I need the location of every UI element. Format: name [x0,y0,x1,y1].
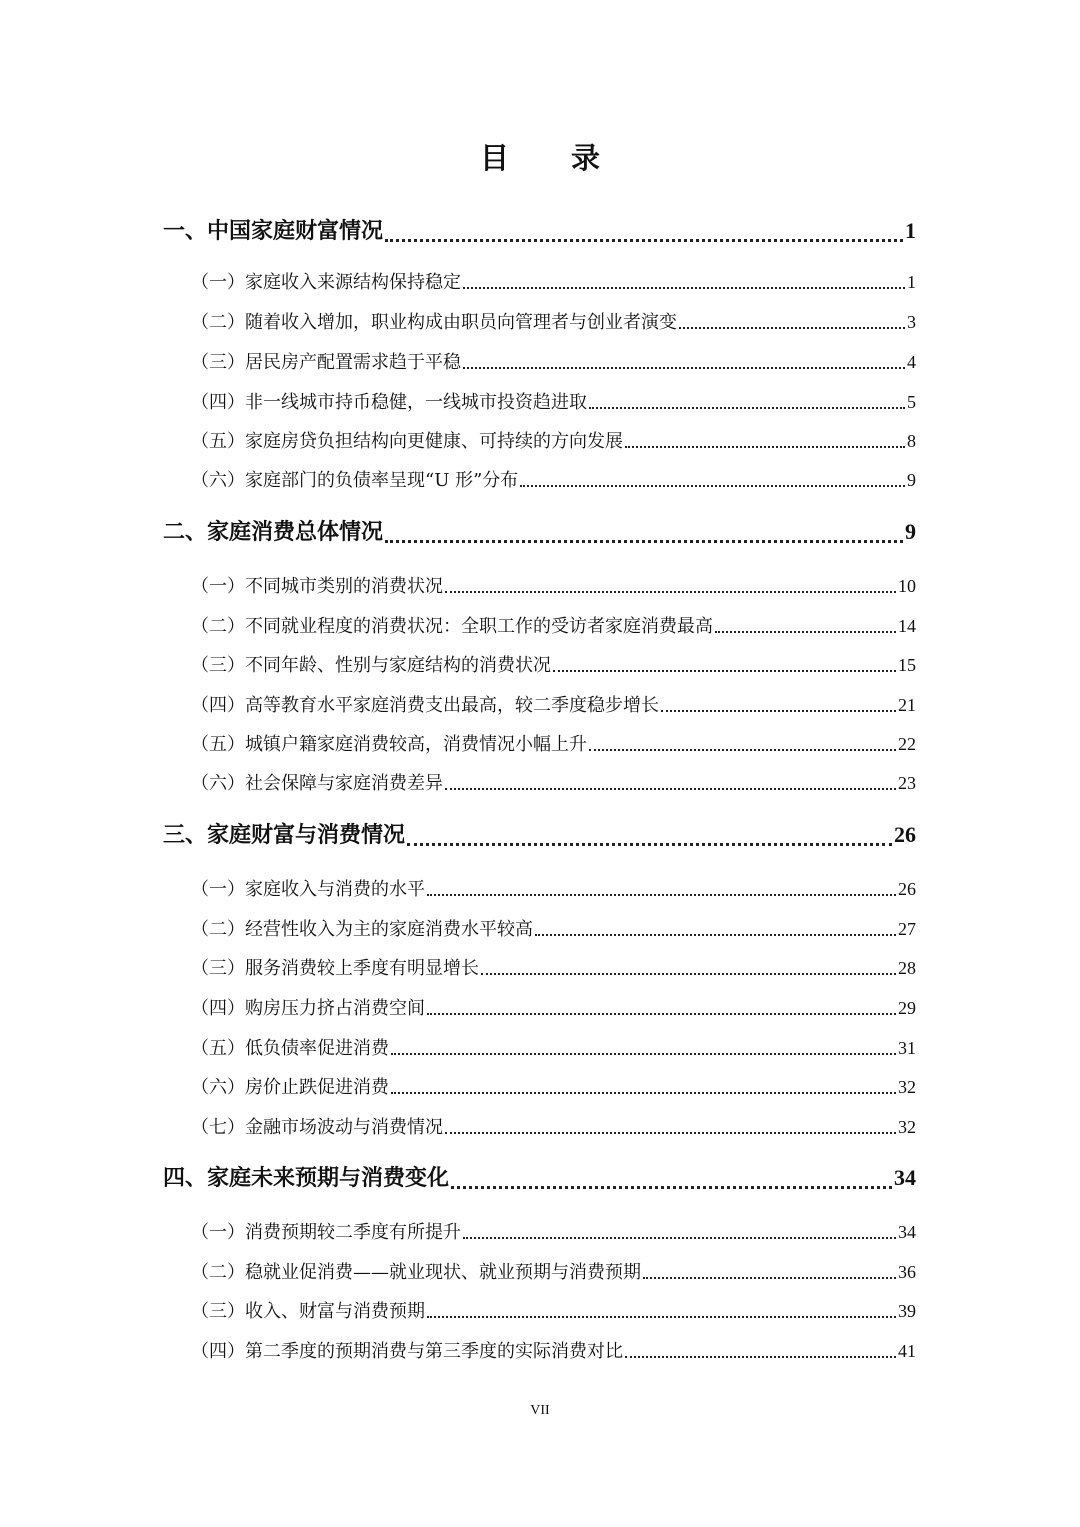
toc-page-number: 36 [898,1262,916,1282]
toc-section-title: 一、中国家庭财富情况 [163,218,384,244]
toc-item-title: （二）经营性收入为主的家庭消费水平较高 [191,919,533,940]
dot-leader [445,1132,896,1134]
page-number: VII [530,1403,550,1418]
toc-page-number: 34 [898,1222,916,1242]
toc-section-entry[interactable] [163,515,916,549]
toc-page-number: 10 [898,576,916,596]
toc-page-number: 1 [907,272,916,292]
toc-item-title: （五）家庭房贷负担结构向更健康、可持续的方向发展 [191,431,623,452]
toc-item-entry[interactable] [191,268,916,294]
toc-item-entry[interactable] [191,875,916,901]
dot-leader [427,894,896,896]
dot-leader [391,1053,896,1055]
toc-section-entry[interactable] [163,818,916,852]
toc-page-number: 14 [898,616,916,636]
toc-section-title: 二、家庭消费总体情况 [163,519,384,545]
toc-item-entry[interactable] [191,388,916,414]
toc-item-entry[interactable] [191,308,916,334]
toc-item-entry[interactable] [191,1073,916,1099]
toc-item-entry[interactable] [191,769,916,795]
toc-page-number: 27 [898,919,916,939]
toc-item-entry[interactable] [191,612,916,638]
toc-page-number: 4 [907,352,916,372]
toc-page-number: 31 [898,1038,916,1058]
toc-item-title: （五）城镇户籍家庭消费较高，消费情况小幅上升 [191,734,587,755]
toc-item-title: （一）家庭收入来源结构保持稳定 [191,272,461,293]
dot-leader [715,631,896,633]
dot-leader [625,446,905,448]
dot-leader [463,367,905,369]
toc-section-entry[interactable] [163,1161,916,1195]
toc-page-number: 34 [894,1165,916,1190]
toc-item-title: （一）家庭收入与消费的水平 [191,879,425,900]
toc-item-title: （六）家庭部门的负债率呈现“U 形”分布 [191,470,519,491]
toc-item-title: （三）服务消费较上季度有明显增长 [191,958,479,979]
dot-leader [385,540,903,543]
toc-item-title: （二）随着收入增加，职业构成由职员向管理者与创业者演变 [191,312,677,333]
toc-page-number: 29 [898,998,916,1018]
toc-page-number: 9 [905,519,916,544]
toc-item-title: （三）收入、财富与消费预期 [191,1301,425,1322]
dot-leader [520,485,905,487]
dot-leader [463,287,905,289]
toc-item-title: （一）消费预期较二季度有所提升 [191,1222,461,1243]
toc-section-title: 三、家庭财富与消费情况 [163,822,406,848]
toc-item-title: （二）稳就业促消费——就业现状、就业预期与消费预期 [191,1262,641,1283]
toc-page-number: 28 [898,958,916,978]
toc-item-entry[interactable] [191,651,916,677]
dot-leader [589,407,905,409]
dot-leader [427,1316,896,1318]
dot-leader [589,749,896,751]
dot-leader [385,239,903,242]
toc-page-number: 15 [898,655,916,675]
dot-leader [451,1186,892,1189]
dot-leader [679,327,905,329]
toc-section-title: 四、家庭未来预期与消费变化 [163,1165,450,1191]
toc-item-title: （四）高等教育水平家庭消费支出最高，较二季度稳步增长 [191,695,659,716]
toc-item-entry[interactable] [191,691,916,717]
toc-page-number: 22 [898,734,916,754]
dot-leader [481,973,896,975]
dot-leader [643,1277,896,1279]
toc-item-entry[interactable] [191,348,916,374]
dot-leader [391,1092,896,1094]
toc-item-title: （三）不同年龄、性别与家庭结构的消费状况 [191,655,551,676]
dot-leader [661,710,896,712]
toc-item-entry[interactable] [191,954,916,980]
toc-page-number: 3 [907,312,916,332]
toc-page-number: 26 [894,822,916,847]
toc-item-title: （一）不同城市类别的消费状况 [191,576,443,597]
toc-page-number: 21 [898,695,916,715]
toc-item-entry[interactable] [191,1113,916,1139]
toc-page-number: 5 [907,392,916,412]
toc-page-number: 32 [898,1117,916,1137]
toc-page-number: 39 [898,1301,916,1321]
toc-item-entry[interactable] [191,1034,916,1060]
toc-item-entry[interactable] [191,1258,916,1284]
toc-page-number: 41 [898,1341,916,1361]
toc-item-title: （五）低负债率促进消费 [191,1038,389,1059]
dot-leader [445,591,896,593]
page-title: 目 录 [479,141,627,175]
toc-item-title: （二）不同就业程度的消费状况：全职工作的受访者家庭消费最高 [191,616,713,637]
toc-page-number: 23 [898,773,916,793]
toc-item-entry[interactable] [191,466,916,492]
toc-item-title: （六）社会保障与家庭消费差异 [191,773,443,794]
toc-item-title: （四）购房压力挤占消费空间 [191,998,425,1019]
dot-leader [535,934,896,936]
toc-page-number: 26 [898,879,916,899]
toc-item-entry[interactable] [191,994,916,1020]
toc-page-number: 9 [907,470,916,490]
toc-item-entry[interactable] [191,572,916,598]
dot-leader [553,670,896,672]
toc-page-number: 1 [905,218,916,243]
dot-leader [463,1237,896,1239]
toc-item-entry[interactable] [191,730,916,756]
toc-item-entry[interactable] [191,1297,916,1323]
toc-item-title: （四）第二季度的预期消费与第三季度的实际消费对比 [191,1341,623,1362]
toc-item-title: （三）居民房产配置需求趋于平稳 [191,352,461,373]
toc-page-number: 8 [907,431,916,451]
toc-item-title: （六）房价止跌促进消费 [191,1077,389,1098]
dot-leader [427,1013,896,1015]
toc-item-entry[interactable] [191,1337,916,1363]
toc-item-title: （四）非一线城市持币稳健，一线城市投资趋进取 [191,392,587,413]
toc-item-entry[interactable] [191,915,916,941]
dot-leader [407,843,892,846]
dot-leader [625,1356,896,1358]
toc-section-entry[interactable] [163,214,916,248]
toc-item-title: （七）金融市场波动与消费情况 [191,1117,443,1138]
toc-item-entry[interactable] [191,1218,916,1244]
dot-leader [445,788,896,790]
toc-page-number: 32 [898,1077,916,1097]
toc-item-entry[interactable] [191,427,916,453]
